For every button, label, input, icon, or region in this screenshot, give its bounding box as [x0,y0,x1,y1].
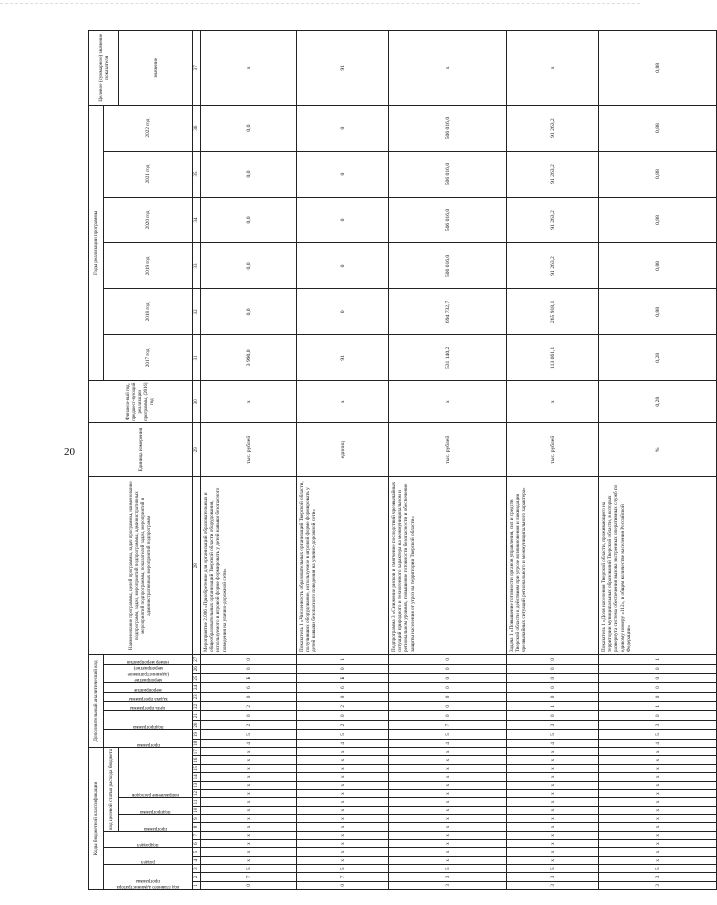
code-cell: 0 [201,664,297,673]
year-value-cell: 0,0 [201,289,297,335]
code-cell: 5 [389,864,507,872]
code-cell: 0 [507,673,599,682]
years-group-header: Годы реализации программы [89,105,104,381]
activity-number-header: номер мероприятия [104,655,193,665]
column-index-cell: 20 [193,720,201,729]
code-cell: x [599,789,717,797]
code-cell: 3 [507,881,599,889]
column-index-cell: 9 [193,814,201,822]
code-cell: 6 [297,683,389,692]
code-cell: 0 [389,673,507,682]
code-cell: 3 [389,873,507,881]
code-cell: x [507,764,599,772]
table-row [389,31,507,890]
code-cell: 6 [201,683,297,692]
code-cell: 7 [389,720,507,729]
code-cell: x [297,814,389,822]
code-cell: x [507,839,599,847]
year-value-cell: 506 016,0 [389,105,507,151]
base-year-cell: x [389,381,507,423]
target-value-cell: 0,88 [599,31,717,106]
code-cell: 0 [297,881,389,889]
code-cell: x [507,789,599,797]
task-header: задача программы [104,692,193,701]
column-index-cell: 23 [193,692,201,701]
year-value-cell: 0 [297,289,389,335]
code-cell: 3 [599,881,717,889]
code-cell: 5 [599,864,717,872]
year-value-cell: 91 [297,335,389,381]
base-year-cell: 0,28 [599,381,717,423]
code-cell: 5 [201,864,297,872]
name-column-header: Наименование программы, целей программы, задач программы, наименование подпрограмм, задач, мероприятий подпрограммы, административных мероприятий подпрограммы, показателей задач, мероприятий и административных мероприятий подпрограмм [89,477,193,655]
column-index-cell: 5 [193,848,201,856]
code-cell: 0 [507,683,599,692]
code-cell: x [297,831,389,839]
column-index-cell: 32 [193,289,201,335]
code-cell: 2 [297,702,389,711]
code-cell: x [507,806,599,814]
code-cell: x [599,814,717,822]
code-cell: 0 [297,711,389,720]
unit-cell: тыс. рублей [389,423,507,477]
code-cell: x [201,823,297,831]
year-value-cell: 0,88 [599,289,717,335]
column-index-cell: 10 [193,807,199,813]
code-cell: x [599,839,717,847]
code-cell: x [201,764,297,772]
year-value-cell: 0,0 [201,197,297,243]
year-value-cell: 506 016,0 [389,151,507,197]
code-cell: x [507,798,599,806]
code-cell: x [297,748,389,756]
year-value-cell: 0 [297,151,389,197]
year-value-cell: 0,88 [599,197,717,243]
year-value-cell: 531 140,2 [389,335,507,381]
code-cell: 1 [599,655,717,665]
base-year-cell: x [297,381,389,423]
activity-type-header: мероприятие (административное мероприятие) [104,664,193,683]
year-value-cell: 0,0 [201,151,297,197]
table-row [201,31,297,890]
code-cell: x [389,806,507,814]
code-cell: 7 [201,873,297,881]
target-group-header: Целевое (суммарное) значение показателя [89,31,119,106]
year-value-cell: 3 990,0 [201,335,297,381]
code-cell: x [297,839,389,847]
code-cell: x [201,773,297,781]
code-cell: x [389,789,507,797]
code-cell: 0 [201,711,297,720]
code-cell: 0 [389,655,507,665]
column-index-cell: 33 [193,243,201,289]
subsection-header: подраздел [104,831,193,848]
column-index-cell: 34 [193,197,201,243]
code-cell: x [389,773,507,781]
goal-header: цель программы [104,702,193,711]
code-cell: 0 [297,664,389,673]
code-cell: 3 [507,873,599,881]
code-cell: x [599,823,717,831]
code-cell: 0 [599,664,717,673]
target-value-cell: 91 [297,31,389,106]
unit-cell: единиц [297,423,389,477]
code-cell: 2 [201,720,297,729]
year-2017-header: 2017 год [104,335,193,381]
column-index-cell: 16 [193,757,199,763]
code-cell: x [389,839,507,847]
column-index-cell: 21 [193,711,201,720]
code-cell: x [599,781,717,789]
code-cell: x [201,831,297,839]
code-cell: 0 [599,673,717,682]
code-cell: x [389,748,507,756]
column-index-cell: 35 [193,151,201,197]
code-cell: x [507,823,599,831]
extra-subprogram-header: подпрограмма [104,711,193,730]
item-name-cell: Мероприятие 2.006 «Приобретение для организаций образовательных и общеобразовательных организаций Тверской области оборудования, используемого в игровой форме формировать у детей навыки безопасного поведения на улично-дорожной сети» [201,477,297,655]
code-cell: 0 [389,664,507,673]
code-cell: 3 [507,720,599,729]
code-cell: x [201,798,297,806]
code-cell: x [389,764,507,772]
base-year-cell: x [507,381,599,423]
page-number: 20 [64,446,75,458]
unit-cell: % [599,423,717,477]
code-cell: 5 [507,864,599,872]
column-index-cell: 29 [193,423,201,477]
code-cell: x [297,773,389,781]
code-cell: 0 [389,711,507,720]
year-value-cell: 265 918,1 [507,289,599,335]
code-cell: 4 [507,739,599,747]
code-cell: x [297,848,389,856]
code-cell: x [297,789,389,797]
code-cell: 2 [201,702,297,711]
column-index-cell: 37 [193,31,201,106]
code-cell: x [201,814,297,822]
code-cell: 0 [507,664,599,673]
code-cell: x [297,823,389,831]
target-value-header: значение [119,31,193,106]
target-value-cell: x [201,31,297,106]
year-value-cell: 0,0 [201,105,297,151]
year-2022-header: 2022 год [104,105,193,151]
code-cell: 7 [297,873,389,881]
program-code-header: программа [119,814,193,831]
year-value-cell: 0,88 [599,105,717,151]
code-cell: x [507,856,599,864]
column-index-row [193,31,201,890]
code-cell: x [507,848,599,856]
column-index-cell: 19 [193,730,201,739]
code-cell: 0 [297,692,389,701]
code-cell: 0 [507,655,599,665]
year-value-cell: 506 016,0 [389,243,507,289]
column-index-cell: 36 [193,105,201,151]
code-cell: x [201,806,297,814]
column-index-cell: 1 [193,881,201,889]
year-value-cell: 91 263,2 [507,151,599,197]
column-index-cell: 8 [193,823,201,831]
code-cell: 5 [389,730,507,739]
year-value-cell: 506 016,0 [389,197,507,243]
code-cell: x [507,773,599,781]
code-cell: x [389,856,507,864]
code-cell: 0 [389,683,507,692]
code-cell: 5 [201,730,297,739]
code-cell: x [507,814,599,822]
year-2020-header: 2020 год [104,197,193,243]
code-cell: x [507,756,599,764]
year-value-cell: 694 732,7 [389,289,507,335]
code-cell: 5 [297,730,389,739]
code-cell: 4 [599,739,717,747]
code-cell: x [201,748,297,756]
column-index-cell: 26 [193,664,201,673]
code-cell: x [599,806,717,814]
code-cell: x [389,756,507,764]
unit-column-header: Единица измерения [89,423,193,477]
target-code-group-header: код целевой статьи расхода бюджета [104,748,119,832]
direction-code-header: направление расходов [119,748,193,798]
column-index-cell: 11 [193,799,199,805]
column-index-cell: 25 [193,673,201,682]
table-row [297,31,389,890]
code-cell: x [599,798,717,806]
code-cell: x [297,764,389,772]
code-cell: 0 [599,683,717,692]
code-cell: Б [201,673,297,682]
code-cell: 0 [389,692,507,701]
column-index-cell: 17 [193,749,199,755]
code-cell: 0 [507,692,599,701]
column-index-cell: 15 [193,766,199,772]
year-value-cell: 0 [297,105,389,151]
column-index-cell: 28 [193,477,201,655]
code-cell: x [201,789,297,797]
extra-code-group-header: Дополнительный аналитический код [89,655,104,748]
year-value-cell: 113 061,1 [507,335,599,381]
column-index-cell: 31 [193,335,201,381]
column-index-cell: 12 [193,791,199,797]
code-cell: x [507,831,599,839]
item-name-cell: Задача 1 «Повышение готовности органов управления, сил и средств Тверской области к действиям при угрозе возникновения и ликвидации чрезвычайных ситуаций регионального и межмуниципального характера» [507,477,599,655]
column-index-cell: 2 [193,873,201,881]
base-year-column-header: Финансо-вый год, предшест-вующий реализации программы, (2016) год [89,381,193,423]
code-cell: x [599,831,717,839]
year-value-cell: 91 263,2 [507,105,599,151]
column-index-cell: 24 [193,683,201,692]
code-cell: x [389,781,507,789]
code-cell: x [599,756,717,764]
column-index-cell: 3 [193,864,201,872]
year-2018-header: 2018 год [104,289,193,335]
table-row [599,31,717,890]
year-value-cell: 0,28 [599,335,717,381]
code-cell: x [297,798,389,806]
code-cell: 4 [201,739,297,747]
code-cell: x [599,856,717,864]
code-cell: x [389,848,507,856]
code-cell: 0 [201,692,297,701]
code-cell: 0 [389,702,507,711]
code-cell: 5 [297,864,389,872]
rotated-table-container [88,30,708,890]
base-year-cell: x [201,381,297,423]
code-cell: x [201,756,297,764]
year-value-cell: 91 263,2 [507,243,599,289]
activity-header: мероприятие [104,683,193,692]
code-cell: x [297,806,389,814]
year-value-cell: 0,88 [599,151,717,197]
target-value-cell: x [389,31,507,106]
column-index-cell: 27 [193,655,201,665]
code-cell: x [201,839,297,847]
code-cell: x [201,856,297,864]
code-cell: 0 [201,655,297,665]
program-table [88,30,717,890]
code-cell: Б [297,673,389,682]
code-cell: x [297,756,389,764]
year-2019-header: 2019 год [104,243,193,289]
code-cell: 3 [599,873,717,881]
code-cell: 4 [389,739,507,747]
year-value-cell: 91 263,2 [507,197,599,243]
codes-group-header: Коды бюджетной классификации [89,748,104,890]
code-cell: x [201,848,297,856]
table-row [507,31,599,890]
column-index-cell: 22 [193,702,201,711]
unit-cell: тыс. рублей [507,423,599,477]
code-cell: x [297,781,389,789]
code-cell: x [297,856,389,864]
year-value-cell: 0,0 [201,243,297,289]
year-value-cell: 0 [297,243,389,289]
column-index-cell: 4 [193,856,201,864]
code-cell: x [599,773,717,781]
code-cell: 1 [297,655,389,665]
unit-cell: тыс. рублей [201,423,297,477]
code-cell: 0 [599,692,717,701]
year-value-cell: 0,88 [599,243,717,289]
code-cell: x [389,831,507,839]
item-name-cell: Показатель 1 «Численность образовательных организаций Тверской области, получивших оборудование, используемое в игровой форме формировать у детей навыки безопасного поведения на улично-дорожной сети» [297,477,389,655]
code-cell: 4 [297,739,389,747]
code-cell: 3 [599,720,717,729]
code-cell: x [389,814,507,822]
column-index-cell: 6 [193,839,201,847]
section-header: раздел [104,848,193,865]
code-cell: 0 [201,881,297,889]
code-cell: 3 [389,881,507,889]
code-cell: 5 [507,730,599,739]
item-name-cell: Подпрограмма 3 «Снижение рисков и смягчение последствий чрезвычайных ситуаций природного и техногенного характера на межмуниципальном и региональном уровнях, повышение готовности безопасности и обеспечение защиты населения от угроз на территории Тверской области» [389,477,507,655]
year-value-cell: 0 [297,197,389,243]
code-cell: x [389,823,507,831]
code-cell: 0 [599,711,717,720]
extra-program-header: программа [104,730,193,748]
subprogram-code-header: подпрограмма [119,798,193,815]
code-cell: 2 [297,720,389,729]
target-value-cell: x [507,31,599,106]
code-cell: x [507,748,599,756]
column-index-cell: 14 [193,774,199,780]
column-index-cell: 13 [193,782,199,788]
column-index-cell: 7 [193,831,201,839]
code-cell: x [599,764,717,772]
code-cell: x [389,798,507,806]
code-cell: 1 [599,702,717,711]
code-cell: 0 [507,711,599,720]
admin-code-header: код главного администратора программы [104,864,193,889]
code-cell: x [201,781,297,789]
code-cell: 5 [599,730,717,739]
column-index-cell: 18 [193,740,199,746]
top-scan-line [0,3,640,4]
column-index-cell: 30 [193,381,201,423]
code-cell: x [599,848,717,856]
year-2021-header: 2021 год [104,151,193,197]
code-cell: x [507,781,599,789]
code-cell: 1 [507,702,599,711]
code-cell: x [599,748,717,756]
item-name-cell: Показатель 1 «Доля населения Тверской области, проживающего на территории муниципальных образований Тверской области, в которых развернута система обеспечения вызова экстренных оперативных служб по единому номеру «112», в общем количестве населения Российской Федерации» [599,477,717,655]
